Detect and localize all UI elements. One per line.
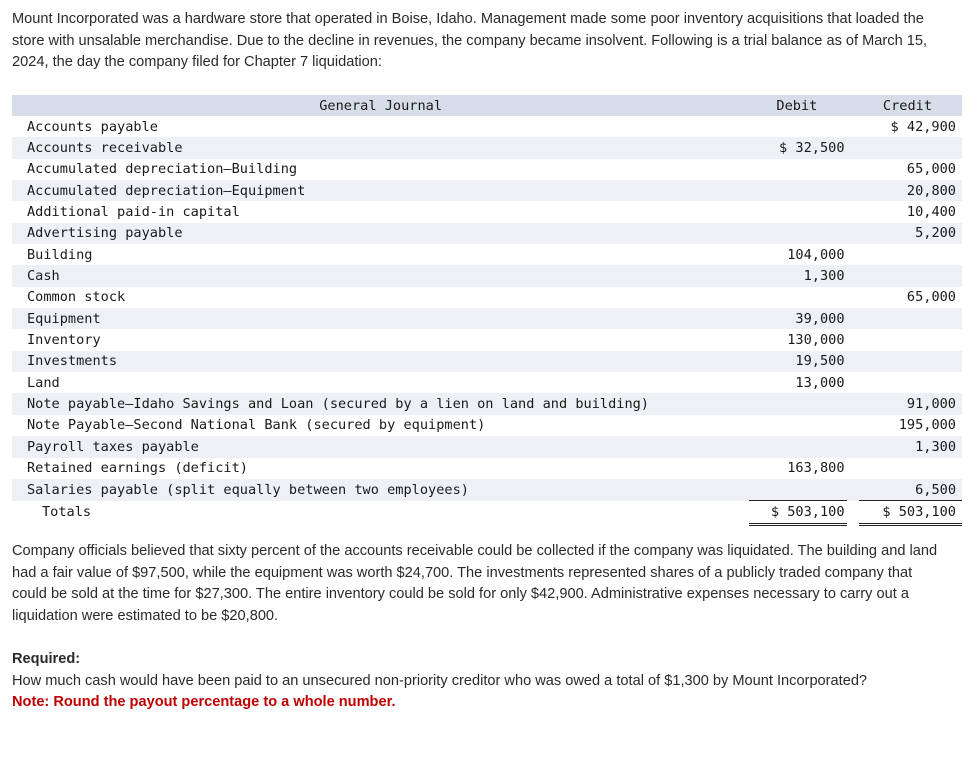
debit-value	[749, 415, 846, 436]
table-row	[12, 415, 962, 436]
credit-value	[859, 308, 962, 329]
header-gap	[847, 95, 859, 116]
credit-value	[859, 372, 962, 393]
credit-value: 65,000	[906, 289, 956, 306]
table-body	[12, 116, 962, 524]
debit-value	[749, 201, 846, 222]
header-credit: Credit	[882, 97, 933, 114]
credit-value: 5,200	[915, 225, 956, 242]
account-name: Accumulated depreciation—Equipment	[27, 182, 306, 199]
trial-balance-table-wrapper	[12, 95, 962, 526]
table-row	[12, 458, 962, 479]
account-name: Note Payable—Second National Bank (secured by equipment)	[27, 417, 486, 434]
table-row	[12, 308, 962, 329]
debit-value: $ 32,500	[779, 140, 845, 157]
table-row	[12, 116, 962, 137]
credit-value	[859, 137, 962, 158]
account-name: Additional paid-in capital	[27, 204, 240, 221]
table-row	[12, 180, 962, 201]
credit-value: 6,500	[915, 481, 956, 498]
table-row	[12, 244, 962, 265]
debit-value: 163,800	[787, 460, 845, 477]
header-debit: Debit	[776, 97, 818, 114]
debit-value: 130,000	[787, 332, 845, 349]
table-row	[12, 372, 962, 393]
table-row	[12, 329, 962, 350]
table-header-row	[12, 95, 962, 116]
debit-value: 19,500	[795, 353, 845, 370]
debit-value	[749, 159, 846, 180]
debit-value	[749, 180, 846, 201]
trial-balance-table	[12, 95, 962, 526]
debit-value: 1,300	[803, 268, 845, 285]
totals-label: Totals	[42, 504, 92, 521]
credit-value: 20,800	[906, 182, 956, 199]
table-row	[12, 159, 962, 180]
liquidation-assumptions-paragraph: Company officials believed that sixty percent of the accounts receivable could be collected if the company was liquidated. The building and land had a fair value of $97,500, while the equipment was worth $24,700. The investments represented shares of a publicly traded company that could be sold at the time for $27,300. The entire inventory could be sold for only $42,900. Administrative expenses necessary to carry out a liquidation were estimated to be $20,800.	[12, 543, 938, 624]
account-name: Building	[27, 246, 93, 263]
credit-value: 1,300	[915, 438, 956, 455]
required-question: How much cash would have been paid to an unsecured non-priority creditor who was owed a total of $1,300 by Mount Incorporated?	[12, 672, 868, 689]
account-name: Inventory	[27, 332, 101, 349]
credit-value	[859, 458, 962, 479]
account-name: Accumulated depreciation—Building	[27, 161, 298, 178]
account-name: Accounts payable	[27, 118, 158, 135]
table-row	[12, 436, 962, 457]
credit-value	[859, 351, 962, 372]
credit-value: 91,000	[906, 396, 956, 413]
account-name: Land	[27, 374, 60, 391]
table-row	[12, 137, 962, 158]
account-name: Note payable—Idaho Savings and Loan (secured by a lien on land and building)	[27, 396, 649, 413]
debit-value	[749, 223, 846, 244]
total-credit: $ 503,100	[859, 501, 962, 524]
credit-value	[859, 244, 962, 265]
header-general-journal: General Journal	[319, 97, 443, 114]
table-row	[12, 287, 962, 308]
account-name: Equipment	[27, 310, 101, 327]
credit-value: $ 42,900	[890, 118, 956, 135]
account-name: Investments	[27, 353, 118, 370]
totals-row	[12, 501, 962, 524]
debit-value: 104,000	[787, 246, 845, 263]
debit-value	[749, 287, 846, 308]
table-row	[12, 479, 962, 501]
account-name: Retained earnings (deficit)	[27, 460, 248, 477]
debit-value	[749, 436, 846, 457]
credit-value	[859, 329, 962, 350]
debit-value: 39,000	[795, 310, 845, 327]
rounding-note: Note: Round the payout percentage to a whole number.	[12, 694, 396, 710]
table-row	[12, 223, 962, 244]
account-name: Salaries payable (split equally between two employees)	[27, 481, 469, 498]
total-debit: $ 503,100	[749, 501, 846, 524]
table-row	[12, 351, 962, 372]
credit-value	[859, 265, 962, 286]
credit-value: 10,400	[906, 204, 956, 221]
debit-value	[749, 116, 846, 137]
credit-value: 65,000	[906, 161, 956, 178]
table-row	[12, 265, 962, 286]
account-name: Cash	[27, 268, 60, 285]
table-row	[12, 201, 962, 222]
required-heading: Required:	[12, 651, 81, 667]
account-name: Common stock	[27, 289, 126, 306]
account-name: Payroll taxes payable	[27, 438, 199, 455]
account-name: Advertising payable	[27, 225, 183, 242]
debit-value	[749, 479, 846, 501]
credit-value: 195,000	[898, 417, 956, 434]
debit-value	[749, 393, 846, 414]
table-row	[12, 393, 962, 414]
debit-value: 13,000	[795, 374, 845, 391]
required-section	[12, 649, 942, 714]
intro-paragraph: Mount Incorporated was a hardware store that operated in Boise, Idaho. Management made some poor inventory acquisitions that loaded the store with unsalable merchandise. Due to the decline in revenues, the company became insolvent. Following is a trial balance as of March 15, 2024, the day the company filed for Chapter 7 liquidation:	[12, 11, 928, 70]
account-name: Accounts receivable	[27, 140, 183, 157]
